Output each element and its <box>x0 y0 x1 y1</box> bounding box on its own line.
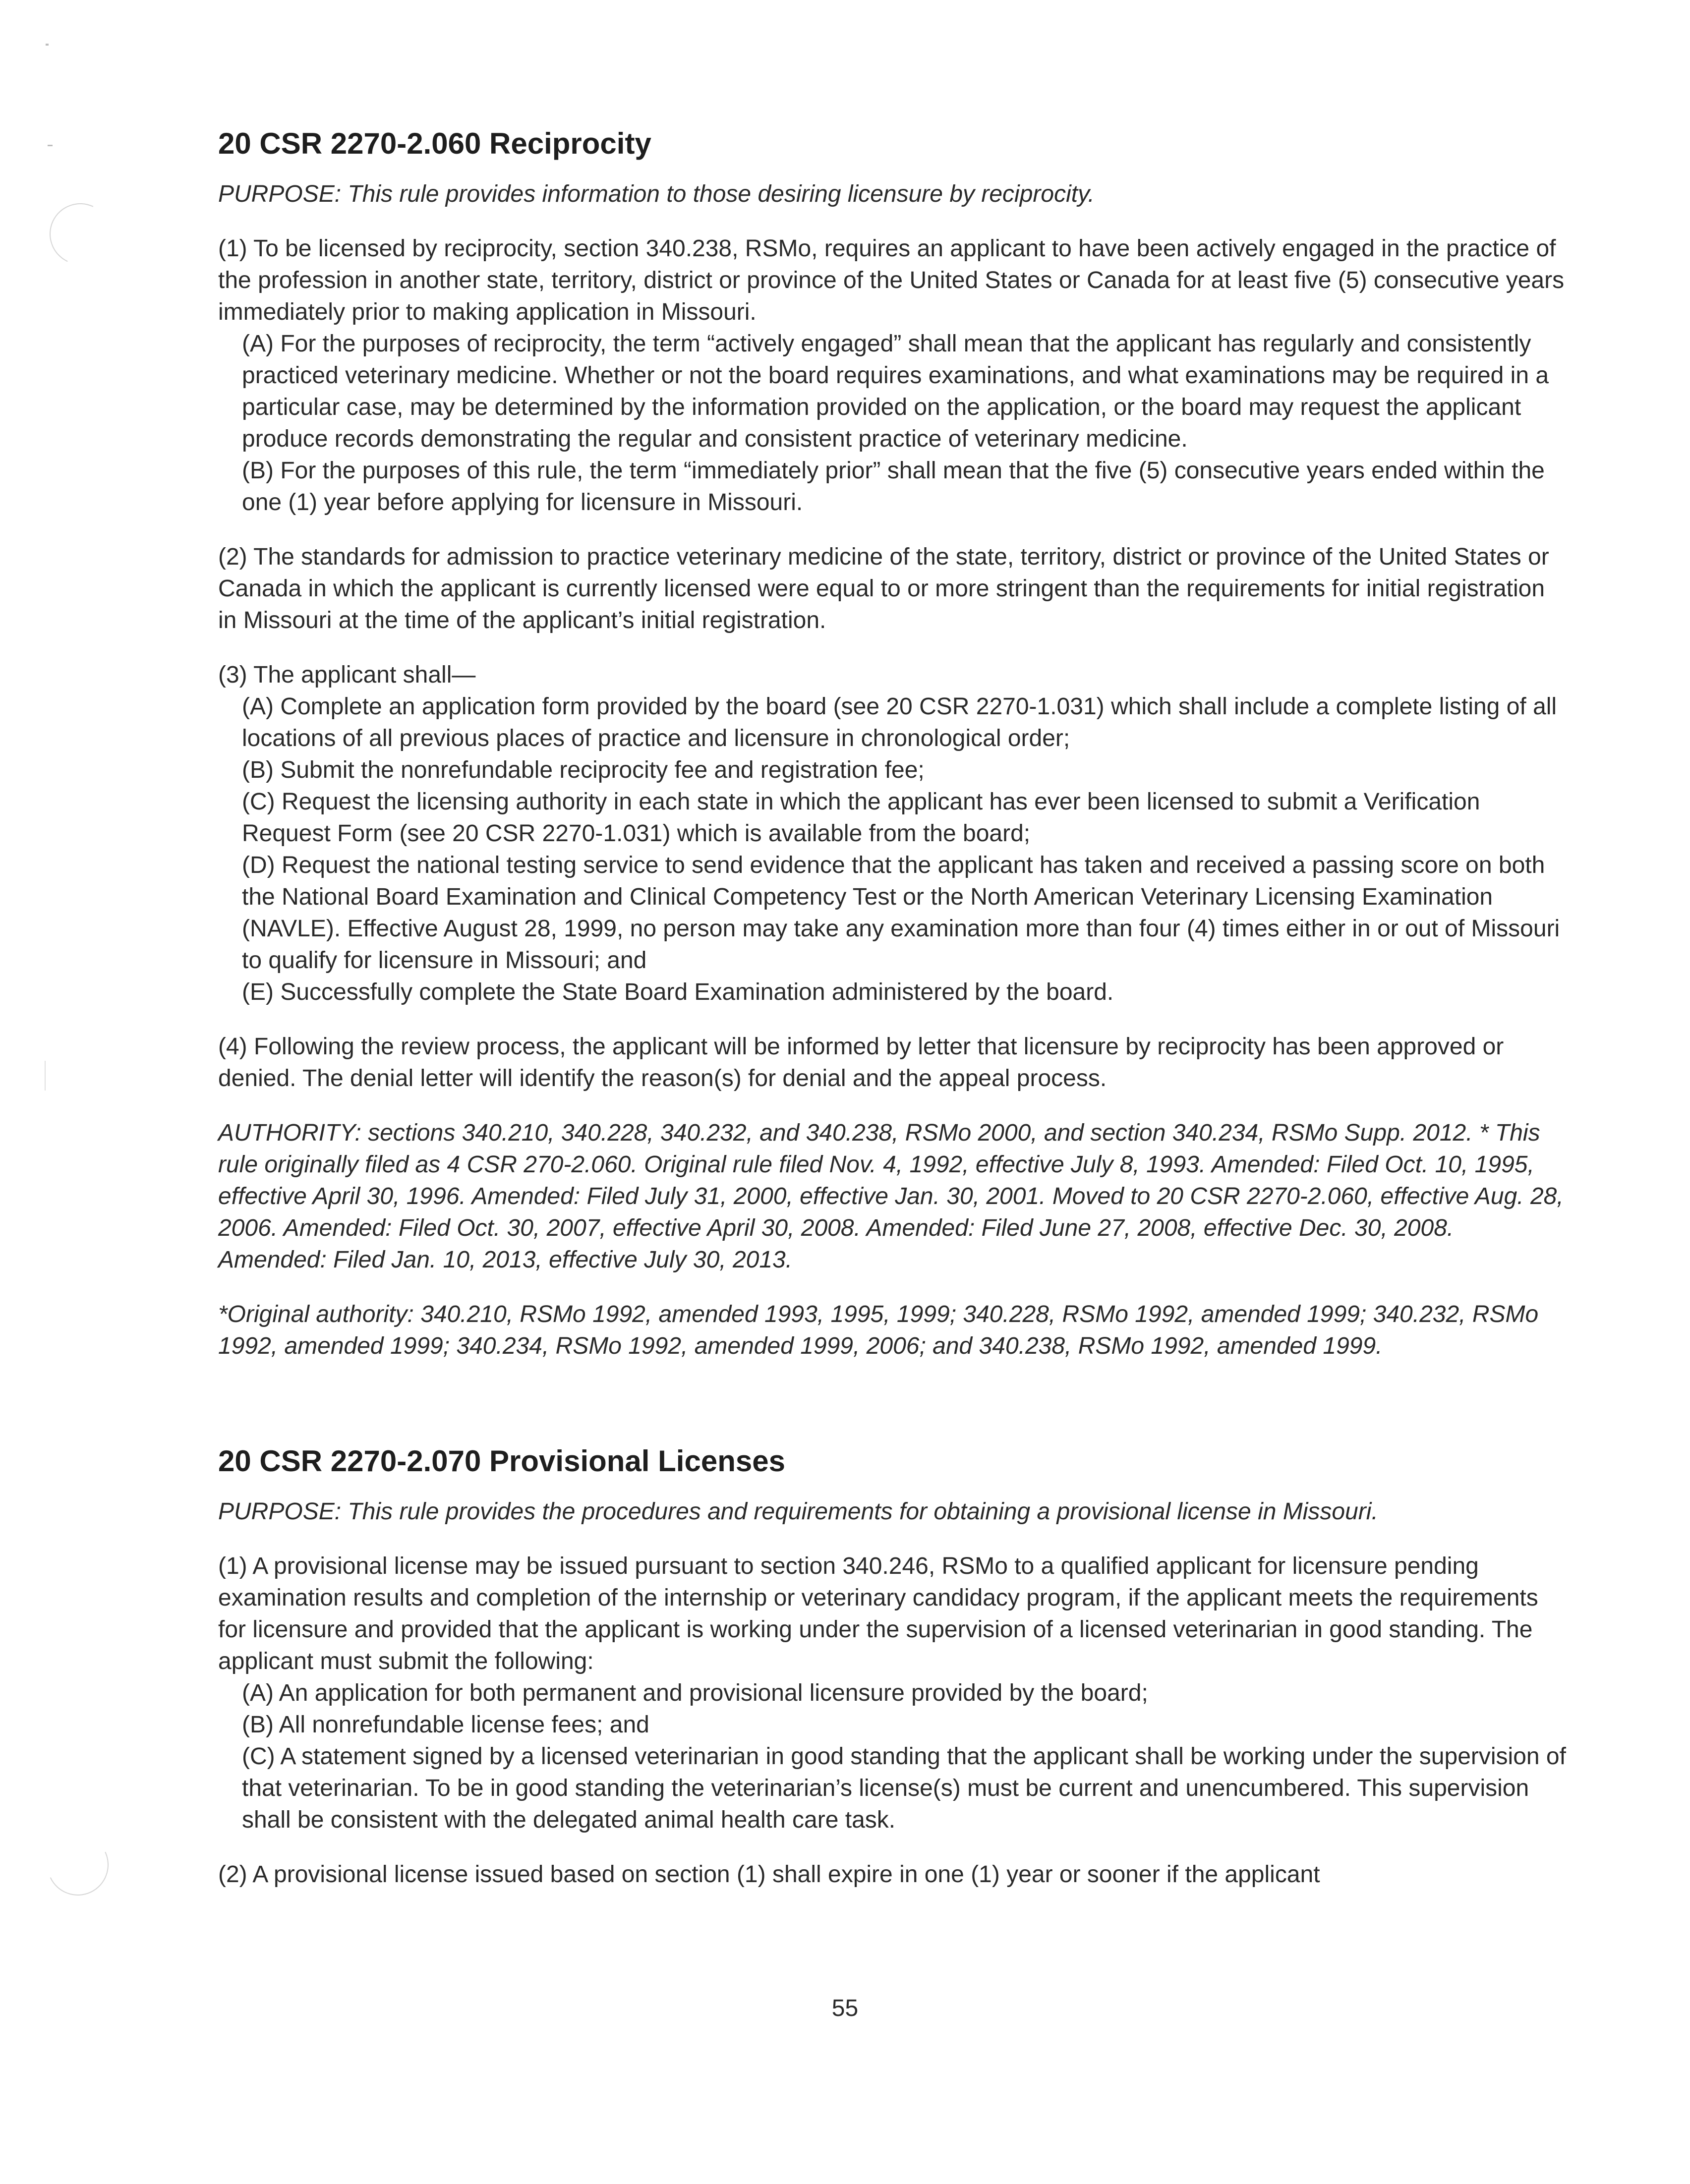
subparagraph-a: (A) For the purposes of reciprocity, the term “actively engaged” shall mean that the applicant has regularly and consistently practiced veterinary medicine. Whether or not the board requires examinations, and what examinations may be required in a particular case, may be determined by the information provided on the application, or the board may request the applicant produce records demonstrating the regular and consistent practice of veterinary medicine. <box>242 331 1549 452</box>
subparagraph-c: (C) A statement signed by a licensed veterinarian in good standing that the applicant shall be working under the supervision of that veterinarian. To be in good standing the veterinarian’s license(s) must be current and unencumbered. This supervision shall be consistent with the delegated animal health care task. <box>242 1743 1566 1833</box>
page-number: 55 <box>831 1995 859 2021</box>
paragraph-text: (1) A provisional license may be issued pursuant to section 340.246, RSMo to a qualified applicant for licensure pending examination results and completion of the internship or veterinary candidacy program, if the applicant meets the requirements for licensure and provided that the applicant is working under the supervision of a licensed veterinarian in good standing. The applicant must submit the following: <box>218 1553 1538 1674</box>
paragraph-3 <box>218 659 1567 1008</box>
paragraph-4: (4) Following the review process, the applicant will be informed by letter that licensure by reciprocity has been approved or denied. The denial letter will identify the reason(s) for denial and the appeal process. <box>218 1034 1504 1092</box>
authority-note: AUTHORITY: sections 340.210, 340.228, 340.232, and 340.238, RSMo 2000, and section 340.234, RSMo Supp. 2012. * This rule originally filed as 4 CSR 270-2.060. Original rule filed Nov. 4, 1992, effective July 8, 1993. Amended: Filed Oct. 10, 1995, effective April 30, 1996. Amended: Filed July 31, 2000, effective Jan. 30, 2001. Moved to 20 CSR 2270-2.060, effective Aug. 28, 2006. Amended: Filed Oct. 30, 2007, effective April 30, 2008. Amended: Filed June 27, 2008, effective Dec. 30, 2008. Amended: Filed Jan. 10, 2013, effective July 30, 2013. <box>218 1120 1564 1273</box>
section-heading-reciprocity: 20 CSR 2270-2.060 Reciprocity <box>218 127 651 160</box>
subparagraph-b: (B) All nonrefundable license fees; and <box>242 1712 649 1738</box>
scan-speck <box>46 44 49 46</box>
punch-hole-mark-top <box>41 195 120 274</box>
subparagraph-e: (E) Successfully complete the State Board Examination administered by the board. <box>242 979 1114 1005</box>
document-page <box>218 124 1567 1913</box>
purpose-statement: PURPOSE: This rule provides the procedures and requirements for obtaining a provisional license in Missouri. <box>218 1498 1378 1525</box>
punch-hole-mark-bottom <box>39 1826 117 1904</box>
paragraph-text: (3) The applicant shall— <box>218 662 476 688</box>
paragraph-2: (2) A provisional license issued based on section (1) shall expire in one (1) year or sooner if the applicant <box>218 1861 1320 1888</box>
scan-margin-mark <box>45 1061 49 1091</box>
subparagraph-d: (D) Request the national testing service to send evidence that the applicant has taken and received a passing score on both the National Board Examination and Clinical Competency Test or the North American Veterinary Licensing Examination (NAVLE). Effective August 28, 1999, no person may take any examination more than four (4) times either in or out of Missouri to qualify for licensure in Missouri; and <box>242 852 1560 974</box>
paragraph-1 <box>218 233 1567 518</box>
paragraph-text: (1) To be licensed by reciprocity, section 340.238, RSMo, requires an applicant to have been actively engaged in the practice of the profession in another state, territory, district or province of the United States or Canada for at least five (5) consecutive years immediately prior to making application in Missouri. <box>218 235 1565 325</box>
section-heading-provisional-licenses: 20 CSR 2270-2.070 Provisional Licenses <box>218 1444 785 1478</box>
subparagraph-b: (B) For the purposes of this rule, the term “immediately prior” shall mean that the five (5) consecutive years ended within the one (1) year before applying for licensure in Missouri. <box>242 458 1545 516</box>
purpose-statement: PURPOSE: This rule provides information to those desiring licensure by reciprocity. <box>218 181 1095 207</box>
subparagraph-a: (A) Complete an application form provided by the board (see 20 CSR 2270-1.031) which shall include a complete listing of all locations of all previous places of practice and licensure in chronological order; <box>242 693 1557 751</box>
paragraph-1 <box>218 1551 1567 1836</box>
original-authority-note: *Original authority: 340.210, RSMo 1992, amended 1993, 1995, 1999; 340.228, RSMo 1992, amended 1999; 340.232, RSMo 1992, amended 1999; 340.234, RSMo 1992, amended 1999, 2006; and 340.238, RSMo 1992, amended 1999. <box>218 1301 1539 1359</box>
subparagraph-c: (C) Request the licensing authority in each state in which the applicant has ever been licensed to submit a Verification Request Form (see 20 CSR 2270-1.031) which is available from the board; <box>242 789 1480 847</box>
subparagraph-a: (A) An application for both permanent and provisional licensure provided by the board; <box>242 1680 1148 1706</box>
scan-speck <box>48 145 53 146</box>
paragraph-2: (2) The standards for admission to practice veterinary medicine of the state, territory, district or province of the United States or Canada in which the applicant is currently licensed were equal to or more stringent than the requirements for initial registration in Missouri at the time of the applicant’s initial registration. <box>218 544 1549 633</box>
subparagraph-b: (B) Submit the nonrefundable reciprocity fee and registration fee; <box>242 757 925 783</box>
